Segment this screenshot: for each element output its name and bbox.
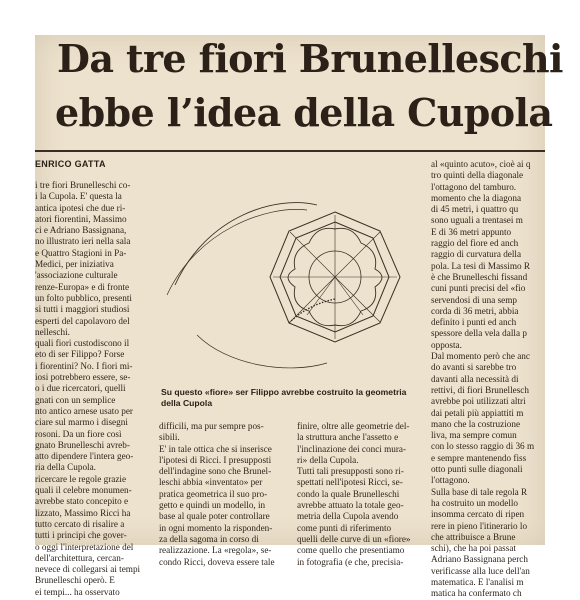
text-line: za della sagoma in corso di (159, 533, 259, 544)
text-line: getto e quindi un modello, in (159, 500, 266, 511)
text-line: nto antico arnese usato per (35, 405, 133, 416)
text-line: opposta. (431, 339, 462, 350)
text-line: lizzato, Massimo Ricci ha (35, 507, 131, 518)
text-line: rosoni. Da un fiore così (35, 428, 122, 439)
text-line: raggio del fiore ed anch (431, 238, 519, 249)
text-line: matematica. E l'analisi m (431, 576, 524, 587)
headline-line-1: Da tre fiori Brunelleschi (57, 36, 563, 81)
text-line: tutto cercato di risalire a (35, 518, 125, 529)
text-line: sibili. (159, 432, 180, 443)
text-line: l'ipotesi di Ricci. I presupposti (159, 454, 272, 465)
text-line: i la Cupola. E' questa la (35, 191, 122, 202)
text-line: ha costruito un modello (431, 497, 519, 508)
article-column-3 (297, 421, 427, 567)
text-line: cuni punti precisi del «fio (431, 283, 526, 294)
text-line: rettivi, di fiori Brunellesch (431, 384, 529, 395)
text-line: l'ottagono. (431, 475, 470, 486)
text-line: quali il celebre monumen- (35, 485, 132, 496)
text-line: liva, ma sempre comun (431, 430, 517, 441)
text-line: spessore della vela dalla p (431, 328, 527, 339)
text-line: schi), che ha poi passat (431, 543, 516, 554)
flower-geometry-figure (157, 175, 429, 380)
text-line: rere in pieno l'itinerario lo (431, 520, 528, 531)
text-line: pola. La tesi di Massimo R (431, 260, 531, 271)
text-line: o i due ricercatori, quelli (35, 383, 126, 394)
text-line: un folto pubblico, presenti (35, 292, 132, 303)
text-line: avrebbe poi utilizzati altri (431, 396, 526, 407)
text-line: 'associazione culturale (35, 270, 118, 281)
text-line: definito i punti ed anch (431, 317, 517, 328)
text-line: Tutti tali presupposti sono ri- (297, 466, 404, 477)
text-line: tro quinti della diagonale (431, 170, 524, 181)
text-line: nelleschi. (35, 326, 70, 337)
text-line: davanti alla necessità di (431, 373, 519, 384)
text-line: corda di 36 metri, abbia (431, 305, 519, 316)
text-line: dell'architettura, cercan- (35, 552, 124, 563)
headline-line-2: ebbe l’idea della Cupola (55, 90, 553, 135)
text-line: gnati con un semplice (35, 394, 116, 405)
text-line: e sempre mantenendo fiss (431, 452, 527, 463)
text-line: metria della Cupola avendo (297, 511, 399, 522)
text-line: sono uguali a trentasei m (431, 215, 523, 226)
text-line: con lo stesso raggio di 36 m (431, 441, 535, 452)
text-line: i fiorentini? No. I fiori mi- (35, 360, 133, 371)
text-line: insomma cercato di ripen (431, 509, 525, 520)
text-line: eto di ser Filippo? Forse (35, 349, 125, 360)
text-line: atto dipendere l'intera geo- (35, 451, 134, 462)
article-column-4 (431, 159, 545, 599)
text-line: al «quinto acuto», cioè ai q (431, 159, 531, 169)
text-line: Dal momento però che anc (431, 351, 530, 362)
text-line: dell'indagine sono che Brunel- (159, 466, 272, 477)
text-line: l'inclinazione dei conci mura- (297, 443, 407, 454)
text-line: in fotografia (e che, precisia- (297, 556, 404, 567)
construction-curve (289, 299, 335, 323)
text-line: difficili, ma pur sempre pos- (159, 421, 264, 431)
text-line: gnato Brunelleschi avreb- (35, 439, 130, 450)
text-line: iosi potrebbero essere, se- (35, 372, 131, 383)
text-line: do avanti si sarebbe tro (431, 362, 517, 373)
headline-rule (35, 150, 545, 152)
text-line: Medici, per iniziativa (35, 259, 114, 270)
text-line: mano che la costruzione (431, 418, 521, 429)
text-line: leschi abbia «inventato» per (159, 477, 263, 488)
text-line: avrebbe attuato la totale geo- (297, 500, 404, 511)
sweep-arc (175, 203, 317, 285)
text-line: Sulla base di tale regola R (431, 486, 528, 497)
text-line: ri» della Cupola. (297, 454, 359, 465)
text-line: che attribuisce a Brune (431, 531, 516, 542)
text-line: i tre fiori Brunelleschi co- (35, 180, 131, 190)
text-line: nevece di collegarsi ai tempi (35, 564, 141, 575)
text-line: di 45 metri, i quattro qu (431, 204, 519, 215)
text-line: matica ha confermato ch (431, 588, 522, 599)
text-line: base al quale poter controllare (159, 511, 270, 522)
article-column-1 (35, 180, 151, 597)
text-line: otto punti sulle diagonali (431, 464, 523, 475)
text-line: come quello che presentiamo (297, 545, 405, 556)
text-line: avrebbe stato concepito e (35, 496, 129, 507)
text-line: ricercare le regole grazie (35, 473, 127, 484)
text-line: spettati nell'ipotesi Ricci, se- (297, 477, 403, 488)
sweep-arc (167, 209, 307, 295)
text-line: come punti di riferimento (297, 522, 392, 533)
byline: ENRICO GATTA (35, 159, 106, 169)
text-line: atori fiorentini, Massimo (35, 213, 127, 224)
text-line: raggio di curvatura della (431, 249, 522, 260)
text-line: finire, oltre alle geometrie del- (297, 421, 410, 431)
text-line: ei tempi... ha osservato (35, 586, 120, 597)
text-line: servendosi di una semp (431, 294, 517, 305)
text-line: quelli delle curve di un «fiore» (297, 533, 411, 544)
text-line: Adriano Bassignana perch (431, 554, 528, 565)
text-line: la struttura anche l'assetto e (297, 432, 399, 443)
figure-caption: Su questo «fiore» ser Filippo avrebbe costruito la geometria della Cupola (161, 387, 407, 408)
text-line: ria della Cupola. (35, 462, 96, 473)
sweep-arc (197, 335, 327, 368)
text-line: E' in tale ottica che si inserisce (159, 443, 272, 454)
text-line: o oggi l'interpretazione del (35, 541, 134, 552)
text-line: quali fiori custodiscono il (35, 338, 130, 349)
text-line: esperti del capolavoro del (35, 315, 130, 326)
text-line: condo la quale Brunelleschi (297, 488, 400, 499)
text-line: antica ipotesi che due ri- (35, 202, 126, 213)
text-line: ci e Adriano Bassignana, (35, 225, 127, 236)
text-line: ciare sul marmo i disegni (35, 417, 128, 428)
text-line: si tutti i maggiori studiosi (35, 304, 130, 315)
text-line: in ogni momento la risponden- (159, 522, 273, 533)
article-column-2 (159, 421, 289, 567)
text-line: verificasse alla luce dell'an (431, 565, 530, 576)
text-line: tutti i principi che gover- (35, 530, 127, 541)
text-line: dai petali più appiattiti m (431, 407, 524, 418)
text-line: no illustrato ieri nella sala (35, 236, 131, 247)
text-line: renze-Europa» e di fronte (35, 281, 130, 292)
text-line: realizzazione. La «regola», se- (159, 545, 272, 556)
newspaper-clipping (35, 35, 563, 599)
text-line: momento che la diagona (431, 192, 522, 203)
text-line: condo Ricci, doveva essere tale (159, 556, 275, 567)
text-line: l'ottagono del tamburo. (431, 181, 517, 192)
text-line: E di 36 metri appunto (431, 226, 512, 237)
text-line: Brunelleschi operò. E (35, 575, 115, 586)
text-line: è che Brunelleschi fissand (431, 271, 528, 282)
text-line: e Quattro Stagioni in Pa- (35, 247, 127, 258)
text-line: pratica geometrica il suo pro- (159, 488, 268, 499)
